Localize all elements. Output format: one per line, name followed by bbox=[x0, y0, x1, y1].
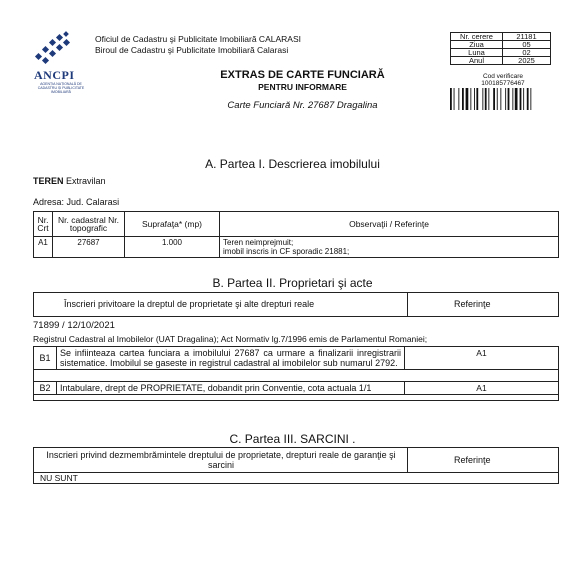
request-row bbox=[451, 57, 551, 65]
entry-text: Intabulare, drept de PROPRIETATE, dobandit prin Conventie, cota actuala 1/1 bbox=[57, 382, 405, 395]
part2-header-left: Înscrieri privitoare la dreptul de proprietate şi alte drepturi reale bbox=[64, 299, 315, 309]
teren-line bbox=[33, 176, 106, 186]
table-row bbox=[34, 237, 559, 258]
entry-ref: A1 bbox=[405, 347, 559, 370]
verification-label: Cod verificare bbox=[482, 73, 524, 80]
logo-name: ANCPI bbox=[34, 68, 75, 82]
document-subtitle: PENTRU INFORMARE bbox=[258, 82, 347, 92]
office-line-1: Oficiul de Cadastru şi Publicitate Imobiliară CALARASI bbox=[95, 34, 301, 44]
part3-header bbox=[33, 447, 559, 473]
request-label: Luna bbox=[451, 49, 503, 57]
carte-funciara-number: Carte Funciară Nr. 27687 Dragalina bbox=[227, 100, 378, 111]
part3-value-row bbox=[33, 472, 559, 484]
entries-table bbox=[33, 346, 559, 401]
entry-text: Se infiinteaza cartea funciara a imobilului 27687 ca urmare a finalizarii inregistrarii sistematice. Imobilul se gaseste in registrul cadastral al imobilelor sub numarul 2792. bbox=[57, 347, 405, 370]
row-observatii bbox=[220, 237, 559, 258]
part3-header-right: Referinţe bbox=[454, 455, 491, 465]
immobile-table bbox=[33, 211, 559, 258]
logo-subtitle: AGENȚIA NAȚIONALĂ DE CADASTRU ȘI PUBLICITATE IMOBILIARĂ bbox=[37, 82, 85, 94]
request-value: 21181 bbox=[503, 33, 551, 41]
request-label: Ziua bbox=[451, 41, 503, 49]
obs-line-1: Teren neimprejmuit; bbox=[223, 238, 294, 247]
column-header: Nr. cadastral Nr. topografic bbox=[53, 212, 125, 237]
document-title: EXTRAS DE CARTE FUNCIARĂ bbox=[220, 69, 385, 81]
column-header: Observaţii / Referinţe bbox=[220, 212, 559, 237]
part3-header-left: Inscrieri privind dezmembrămintele dreptului de proprietate, drepturi reale de garanţie şi sarcini bbox=[46, 450, 396, 470]
column-header: Nr. Crt bbox=[34, 212, 53, 237]
request-label: Nr. cerere bbox=[451, 33, 503, 41]
entry-label: B1 bbox=[34, 347, 57, 370]
table-row bbox=[34, 382, 559, 395]
teren-type: TEREN bbox=[33, 176, 64, 186]
row-cadastral: 27687 bbox=[53, 237, 125, 258]
request-value: 2025 bbox=[503, 57, 551, 65]
barcode bbox=[450, 88, 556, 110]
request-row bbox=[451, 49, 551, 57]
office-info bbox=[95, 34, 301, 56]
verification-code bbox=[450, 73, 556, 87]
adresa-line bbox=[33, 197, 119, 207]
request-row bbox=[451, 41, 551, 49]
part2-header bbox=[33, 292, 559, 317]
row-crt: A1 bbox=[34, 237, 53, 258]
act-line: 71899 / 12/10/2021 bbox=[33, 320, 115, 331]
ancpi-emblem-icon bbox=[30, 30, 90, 70]
request-row bbox=[451, 33, 551, 41]
registru-line: Registrul Cadastral al Imobilelor (UAT Dragalina); Act Normativ lg.7/1996 emis de Parlamentul Romaniei; bbox=[33, 334, 428, 344]
part3-value: NU SUNT bbox=[40, 473, 78, 483]
part1-title: A. Partea I. Descrierea imobilului bbox=[205, 157, 380, 171]
part2-title: B. Partea II. Proprietari şi acte bbox=[212, 276, 373, 290]
table-header-row bbox=[34, 212, 559, 237]
office-line-2: Biroul de Cadastru şi Publicitate Imobiliară Calarasi bbox=[95, 45, 289, 55]
request-value: 02 bbox=[503, 49, 551, 57]
request-info-table bbox=[450, 32, 551, 65]
entry-ref: A1 bbox=[405, 382, 559, 395]
column-header: Suprafaţa* (mp) bbox=[125, 212, 220, 237]
verification-value: 100185776467 bbox=[481, 80, 525, 87]
request-value: 05 bbox=[503, 41, 551, 49]
table-row bbox=[34, 347, 559, 370]
request-label: Anul bbox=[451, 57, 503, 65]
teren-category: Extravilan bbox=[66, 176, 106, 186]
part3-title: C. Partea III. SARCINI . bbox=[229, 432, 356, 446]
adresa-value: Jud. Calarasi bbox=[66, 197, 120, 207]
spacer-row bbox=[34, 395, 559, 401]
row-suprafata: 1.000 bbox=[125, 237, 220, 258]
spacer-row bbox=[34, 370, 559, 382]
adresa-label: Adresa: bbox=[33, 197, 65, 207]
part2-header-right: Referinţe bbox=[454, 299, 491, 309]
entry-label: B2 bbox=[34, 382, 57, 395]
obs-line-2: imobil inscris in CF sporadic 21881; bbox=[223, 247, 350, 256]
